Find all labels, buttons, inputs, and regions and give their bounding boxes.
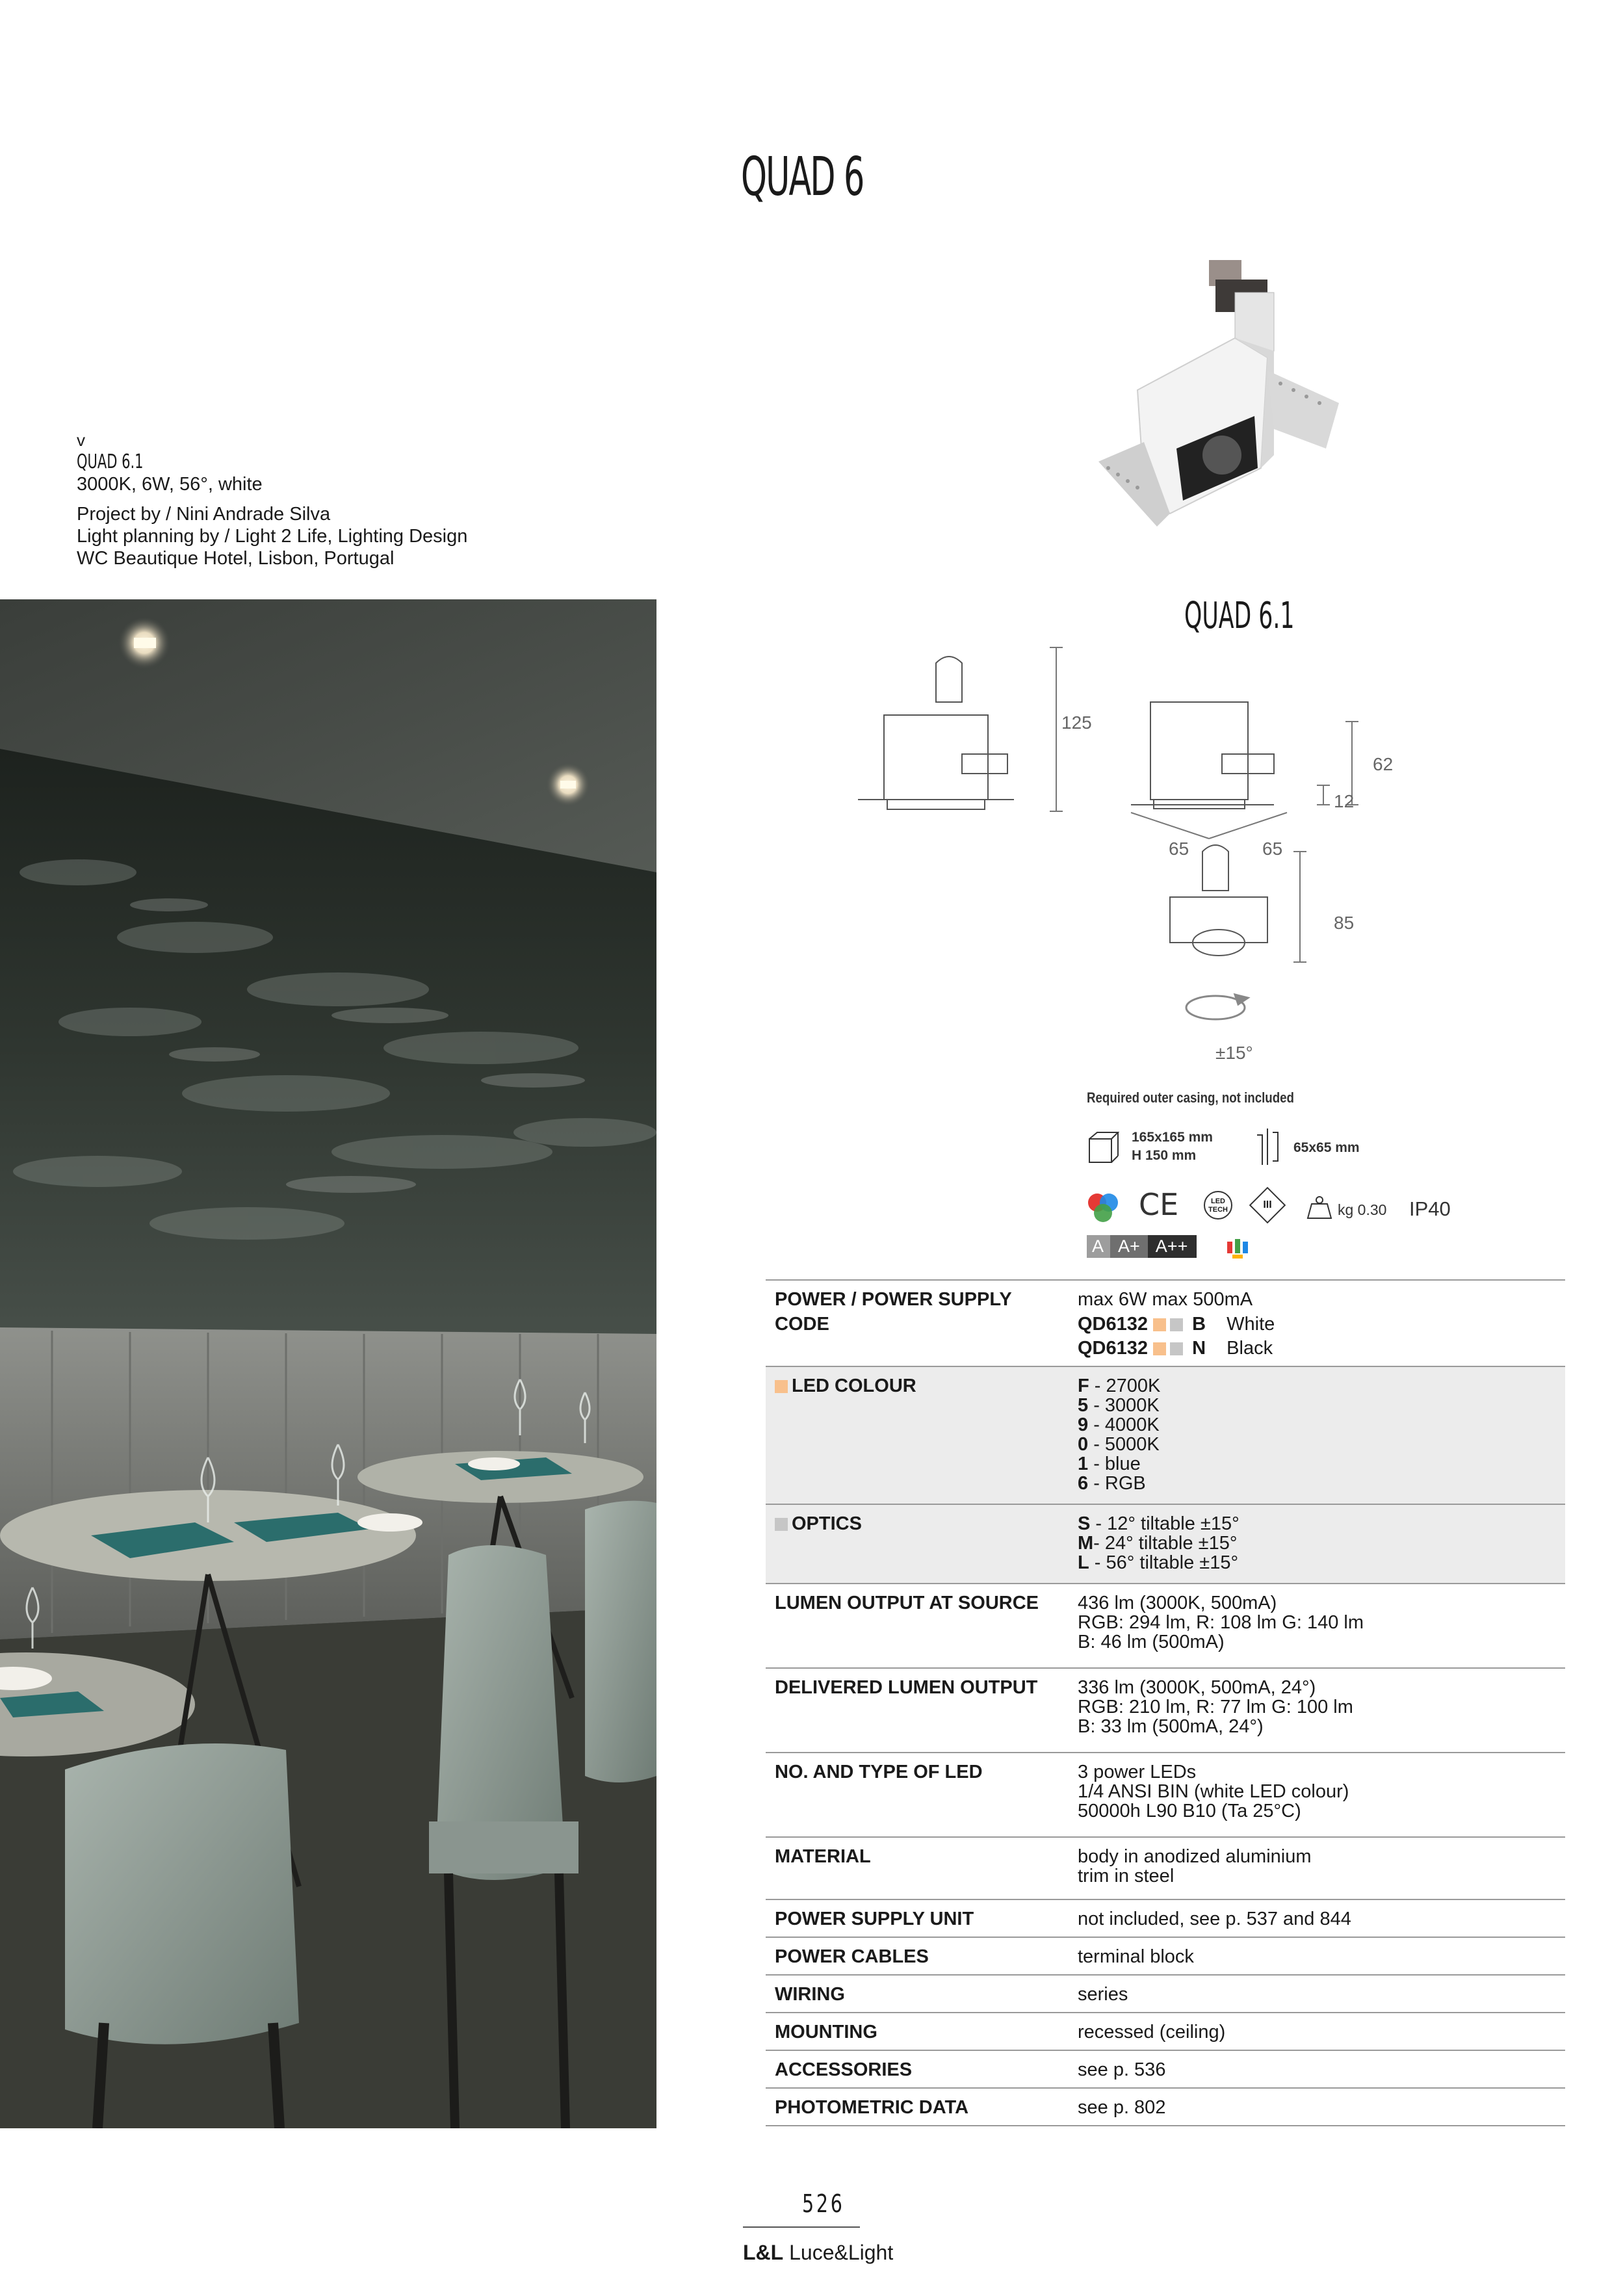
lumen-source-label: LUMEN OUTPUT AT SOURCE — [775, 1593, 1039, 1613]
brand-footer — [743, 2241, 893, 2265]
code-row-black — [1078, 1338, 1565, 1358]
material-line: body in anodized aluminium — [1078, 1846, 1312, 1867]
product-render — [1079, 254, 1378, 546]
code2: QD6132 — [1078, 1338, 1149, 1359]
front-view-drawing — [1131, 702, 1274, 809]
photometric-label: PHOTOMETRIC DATA — [775, 2097, 969, 2118]
energy-a-plus-plus: A++ — [1148, 1235, 1197, 1258]
material-label: MATERIAL — [775, 1846, 871, 1867]
material-line: trim in steel — [1078, 1866, 1175, 1886]
delivered-lumen-line: 336 lm (3000K, 500mA, 24°) — [1078, 1677, 1316, 1698]
caption-project: Project by / Nini Andrade Silva — [77, 504, 331, 525]
cutout-size: 65x65 mm — [1293, 1140, 1360, 1155]
led-type-line: 1/4 ANSI BIN (white LED colour) — [1078, 1781, 1349, 1802]
optics-item: S - 12° tiltable ±15° — [1078, 1513, 1240, 1534]
led-type-line: 50000h L90 B10 (Ta 25°C) — [1078, 1801, 1301, 1821]
mounting-value: recessed (ceiling) — [1078, 2022, 1226, 2042]
accessories-label: ACCESSORIES — [775, 2059, 913, 2080]
psu-value: not included, see p. 537 and 844 — [1078, 1909, 1351, 1929]
caption-marker: v — [77, 430, 85, 450]
casing-height: H 150 mm — [1132, 1148, 1197, 1163]
page-number: 526 — [802, 2189, 845, 2218]
energy-a-plus: A+ — [1110, 1235, 1148, 1258]
code1-finish: White — [1227, 1314, 1275, 1335]
page-title: QUAD 6 — [741, 146, 864, 208]
casing-dimensions — [1132, 1128, 1213, 1165]
restaurant-photo-illustration — [0, 599, 656, 2128]
row-led-colour — [766, 1366, 1565, 1504]
photo-caption — [77, 429, 467, 569]
led-colour-item: 6 - RGB — [1078, 1473, 1146, 1494]
optics-label: OPTICS — [792, 1513, 862, 1534]
led-colour-list — [1078, 1376, 1565, 1493]
code2-finish: Black — [1227, 1338, 1273, 1359]
energy-a: A — [1087, 1235, 1110, 1258]
power-code-label — [766, 1290, 1078, 1358]
caption-location: WC Beautique Hotel, Lisbon, Portugal — [77, 548, 395, 569]
caption-light-planning: Light planning by / Light 2 Life, Lighting Design — [77, 526, 468, 547]
delivered-lumen-line: B: 33 lm (500mA, 24°) — [1078, 1716, 1264, 1737]
led-colour-item: 0 - 5000K — [1078, 1434, 1160, 1455]
casing-size: 165x165 mm — [1132, 1130, 1213, 1145]
optics-swatch — [1170, 1318, 1183, 1331]
class-iii-icon: III — [1263, 1199, 1272, 1210]
dim-65-a: 65 — [1169, 839, 1189, 859]
led-type-line: 3 power LEDs — [1078, 1762, 1197, 1782]
power-label: POWER / POWER SUPPLY — [775, 1289, 1012, 1310]
led-colour-label: LED COLOUR — [792, 1376, 916, 1396]
row-cables — [766, 1937, 1565, 1974]
optics-list — [1078, 1514, 1565, 1572]
psu-label: POWER SUPPLY UNIT — [775, 1909, 974, 1929]
row-accessories — [766, 2050, 1565, 2087]
energy-labels — [1087, 1235, 1197, 1258]
row-psu — [766, 1899, 1565, 1937]
delivered-lumen-label: DELIVERED LUMEN OUTPUT — [775, 1677, 1038, 1698]
weight-value: kg 0.30 — [1338, 1201, 1387, 1218]
side-view-drawing — [858, 657, 1014, 809]
caption-product-name: QUAD 6.1 — [77, 450, 144, 473]
product-drawing-title: QUAD 6.1 — [1184, 595, 1295, 637]
row-wiring — [766, 1974, 1565, 2012]
delivered-lumen-line: RGB: 210 lm, R: 77 lm G: 100 lm — [1078, 1697, 1353, 1717]
mounting-label: MOUNTING — [775, 2022, 877, 2042]
led-colour-swatch — [1153, 1318, 1166, 1331]
code1-suffix: B — [1192, 1314, 1206, 1335]
dim-65-b: 65 — [1262, 839, 1283, 859]
lumen-source-line: B: 46 lm (500mA) — [1078, 1632, 1225, 1652]
ce-mark: CE — [1139, 1187, 1179, 1222]
led-colour-item: 9 - 4000K — [1078, 1415, 1160, 1435]
led-tech-icon: LED TECH — [1204, 1191, 1232, 1220]
dim-62: 62 — [1373, 754, 1394, 774]
cables-label: POWER CABLES — [775, 1946, 929, 1967]
code-label: CODE — [775, 1314, 829, 1335]
led-colour-item: F - 2700K — [1078, 1376, 1161, 1396]
tilt-angle: ±15° — [1215, 1043, 1253, 1063]
lumen-source-line: 436 lm (3000K, 500mA) — [1078, 1593, 1277, 1613]
optics-swatch — [1170, 1342, 1183, 1355]
code2-suffix: N — [1192, 1338, 1206, 1359]
wiring-value: series — [1078, 1984, 1128, 2005]
dim-12: 12 — [1334, 791, 1355, 811]
power-value: max 6W max 500mA — [1078, 1289, 1253, 1310]
rotation-icon — [1186, 995, 1248, 1019]
colour-change-icon — [1223, 1235, 1252, 1261]
row-photometric — [766, 2087, 1565, 2126]
row-mounting — [766, 2012, 1565, 2050]
caption-product-spec: 3000K, 6W, 56°, white — [77, 474, 263, 495]
cable-terminal — [1209, 260, 1274, 351]
led-colour-swatch — [1153, 1342, 1166, 1355]
casing-icon — [1087, 1130, 1121, 1166]
row-delivered-lumen — [766, 1667, 1565, 1752]
wiring-label: WIRING — [775, 1984, 845, 2005]
row-led-type — [766, 1752, 1565, 1836]
accessories-value: see p. 536 — [1078, 2059, 1166, 2080]
led-colour-item: 1 - blue — [1078, 1454, 1141, 1474]
led-colour-item: 5 - 3000K — [1078, 1395, 1160, 1416]
photometric-value: see p. 802 — [1078, 2097, 1166, 2118]
row-lumen-source — [766, 1583, 1565, 1667]
dim-85: 85 — [1334, 913, 1355, 933]
ip-rating: IP40 — [1409, 1197, 1451, 1220]
spec-table — [766, 1279, 1565, 2126]
restaurant-photo — [0, 599, 656, 2128]
led-type-label: NO. AND TYPE OF LED — [775, 1762, 983, 1782]
dim-125: 125 — [1061, 712, 1092, 733]
led-colour-swatch — [775, 1380, 788, 1393]
lumen-source-line: RGB: 294 lm, R: 108 lm G: 140 lm — [1078, 1612, 1364, 1633]
brand-full: Luce&Light — [789, 2241, 894, 2264]
cables-value: terminal block — [1078, 1946, 1194, 1967]
code-row-white — [1078, 1314, 1565, 1334]
technical-drawings — [858, 637, 1417, 1079]
weight-icon — [1306, 1195, 1332, 1221]
row-optics — [766, 1504, 1565, 1583]
tilt-view-drawing — [1170, 845, 1267, 956]
optics-item: L - 56° tiltable ±15° — [1078, 1552, 1239, 1573]
optics-swatch — [775, 1518, 788, 1531]
code1: QD6132 — [1078, 1314, 1149, 1335]
footer-divider — [743, 2226, 860, 2228]
cutout-icon — [1254, 1128, 1280, 1165]
optics-item: M- 24° tiltable ±15° — [1078, 1533, 1238, 1554]
casing-note: Required outer casing, not included — [1087, 1089, 1294, 1106]
row-power-code — [766, 1279, 1565, 1366]
row-material — [766, 1836, 1565, 1899]
power-code-value — [1078, 1290, 1565, 1358]
brand-short: L&L — [743, 2241, 784, 2264]
rgb-icon — [1084, 1190, 1123, 1226]
